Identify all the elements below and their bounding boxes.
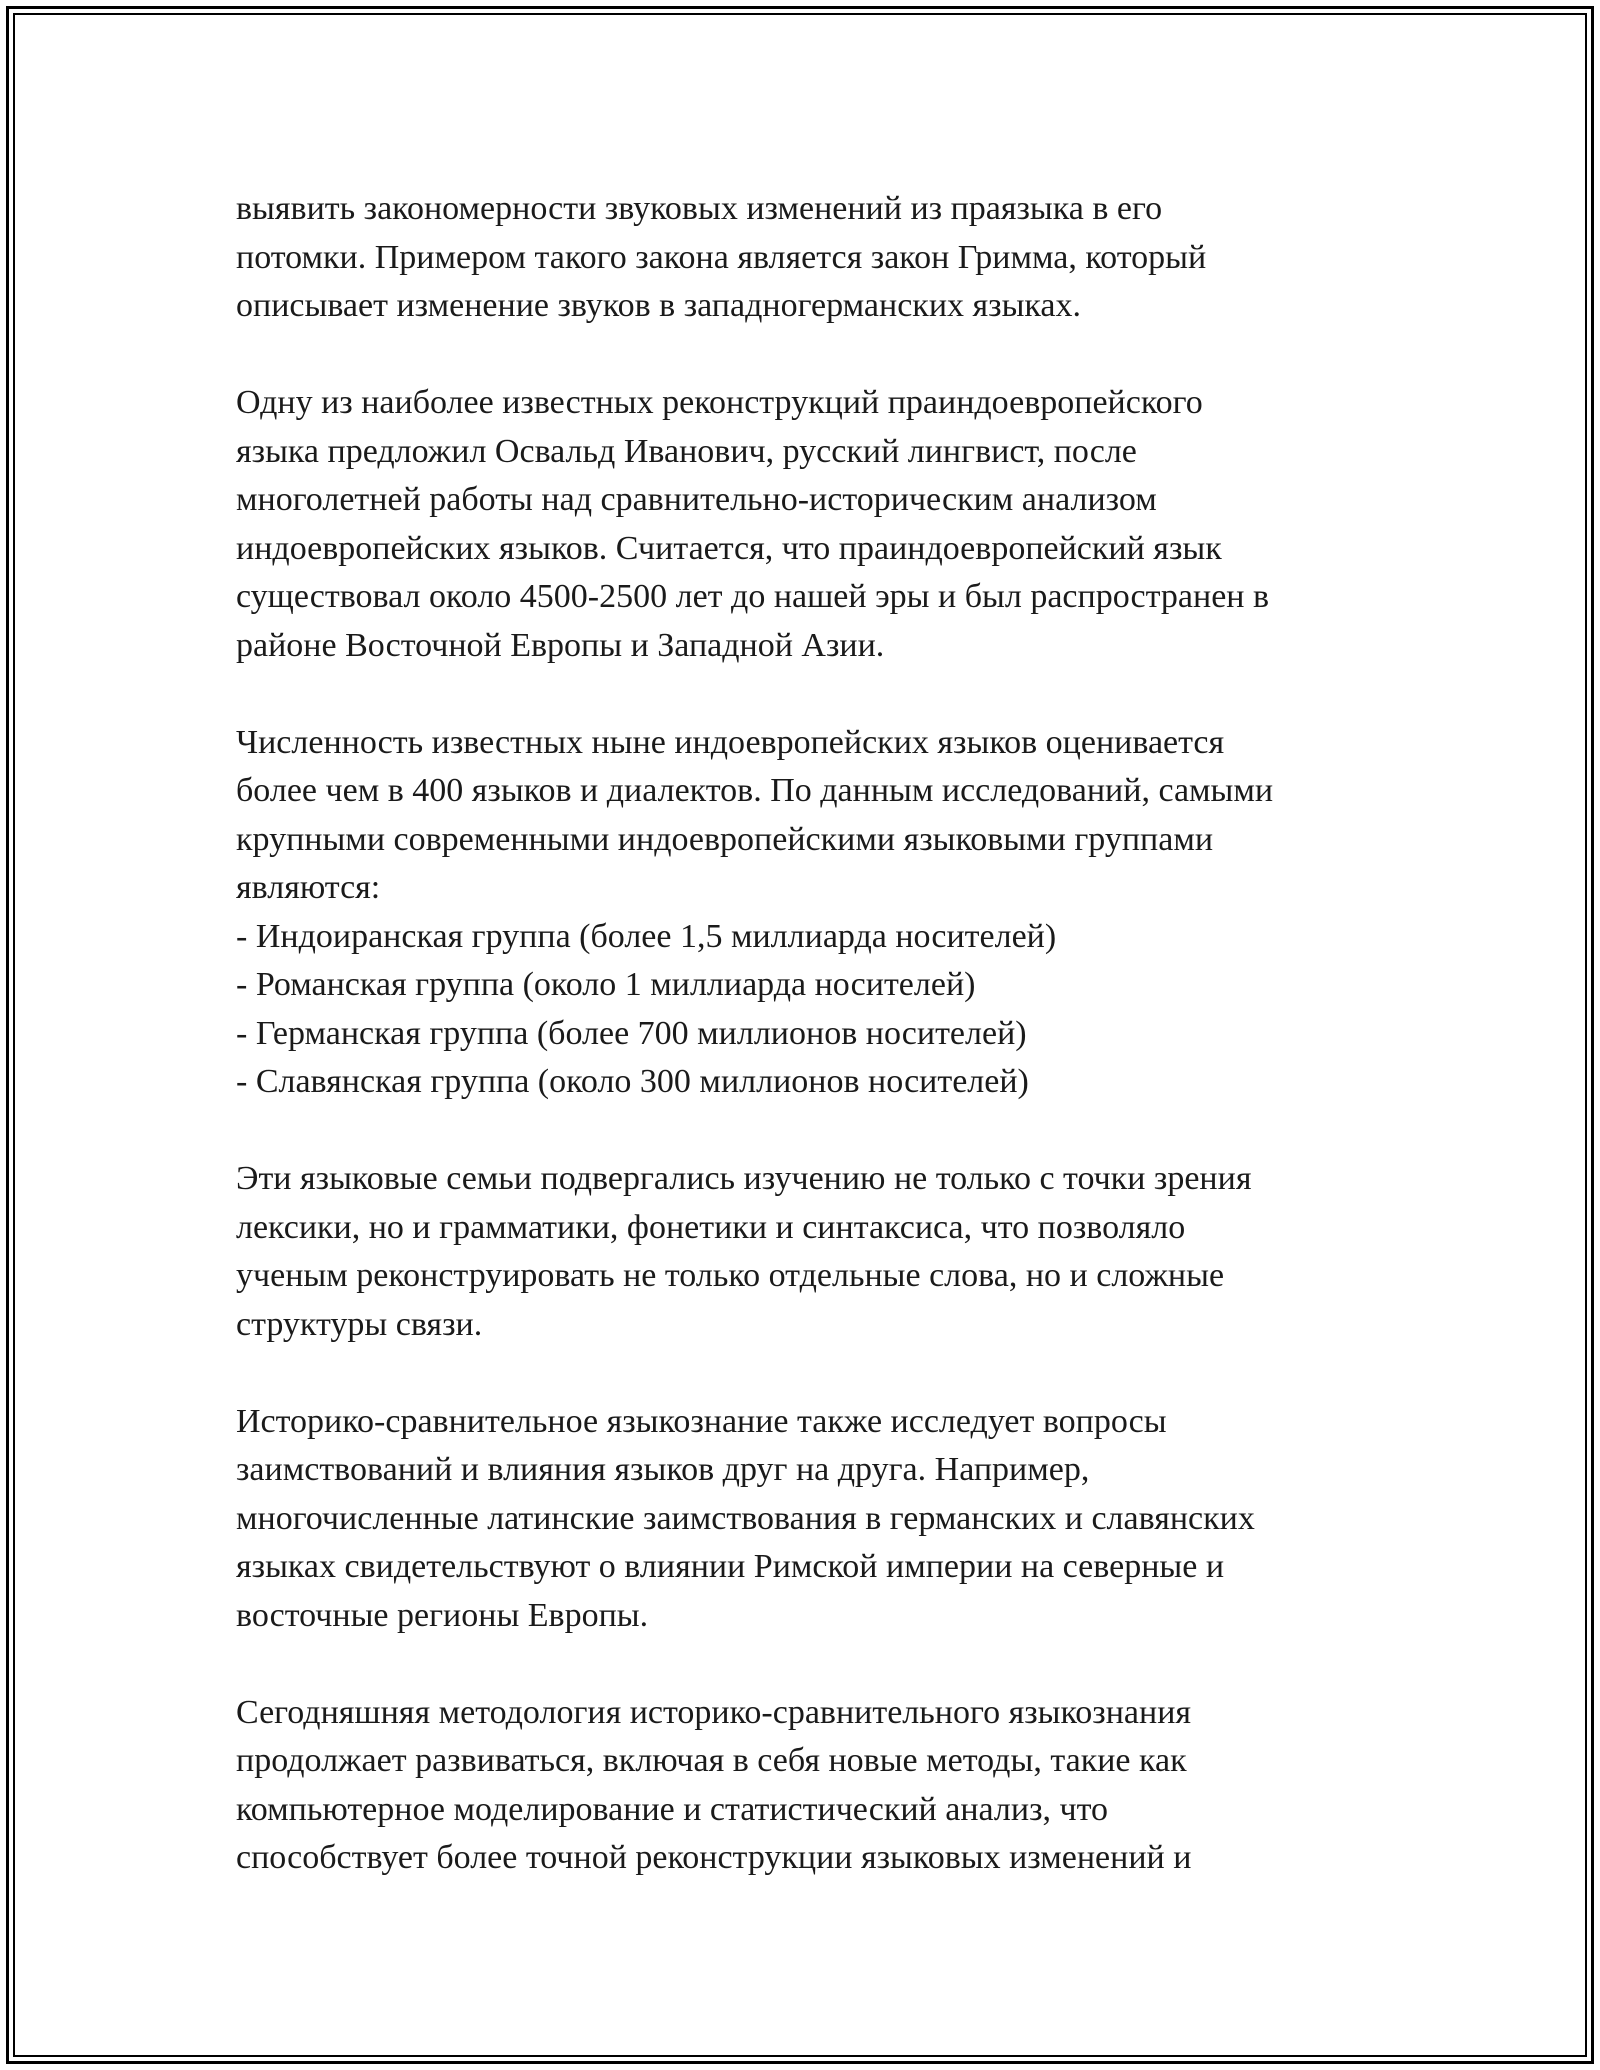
list-item: - Германская группа (более 700 миллионов носителей) bbox=[236, 1014, 1027, 1052]
paragraph-6 bbox=[236, 1689, 1416, 1883]
text-line: более чем в 400 языков и диалектов. По данным исследований, самыми bbox=[236, 772, 1274, 809]
text-line: заимствований и влияния языков друг на друга. Например, bbox=[236, 1451, 1090, 1488]
list-item: - Романская группа (около 1 миллиарда носителей) bbox=[236, 966, 976, 1003]
text-line: лексики, но и грамматики, фонетики и синтаксиса, что позволяло bbox=[236, 1208, 1186, 1246]
paragraph-gap bbox=[236, 1349, 1416, 1398]
paragraph-3 bbox=[236, 719, 1416, 1107]
paragraph-2 bbox=[236, 379, 1416, 670]
paragraph-gap bbox=[236, 331, 1416, 380]
paragraph-gap bbox=[236, 670, 1416, 719]
paragraph-gap bbox=[236, 1640, 1416, 1689]
text-line: компьютерное моделирование и статистический анализ, что bbox=[236, 1790, 1109, 1828]
text-line: Численность известных ныне индоевропейских языков оценивается bbox=[236, 723, 1225, 761]
text-line: многочисленные латинские заимствования в германских и славянских bbox=[236, 1499, 1255, 1537]
text-line: Сегодняшняя методология историко-сравнительного языкознания bbox=[236, 1693, 1192, 1731]
text-line: языка предложил Освальд Иванович, русский лингвист, после bbox=[236, 432, 1137, 470]
text-line: крупными современными индоевропейскими языковыми группами bbox=[236, 820, 1214, 858]
text-line: восточные регионы Европы. bbox=[236, 1596, 649, 1634]
text-line: индоевропейских языков. Считается, что праиндоевропейский язык bbox=[236, 529, 1222, 567]
paragraph-5 bbox=[236, 1398, 1416, 1641]
paragraph-gap bbox=[236, 1107, 1416, 1156]
text-line: способствует более точной реконструкции языковых изменений и bbox=[236, 1839, 1192, 1876]
list-item: - Индоиранская группа (более 1,5 миллиарда носителей) bbox=[236, 917, 1057, 955]
text-line: описывает изменение звуков в западногерманских языках. bbox=[236, 287, 1082, 324]
document-body bbox=[236, 185, 1416, 1883]
text-line: Одну из наиболее известных реконструкций праиндоевропейского bbox=[236, 384, 1203, 421]
text-line: структуры связи. bbox=[236, 1305, 483, 1343]
text-line: продолжает развиваться, включая в себя новые методы, такие как bbox=[236, 1742, 1187, 1779]
text-line: Историко-сравнительное языкознание также исследует вопросы bbox=[236, 1402, 1167, 1440]
text-line: выявить закономерности звуковых изменений из праязыка в его bbox=[236, 190, 1163, 227]
text-line: языках свидетельствуют о влиянии Римской империи на северные и bbox=[236, 1548, 1225, 1585]
text-line: существовал около 4500-2500 лет до нашей эры и был распространен в bbox=[236, 578, 1270, 615]
text-line: районе Восточной Европы и Западной Азии. bbox=[236, 626, 885, 664]
text-line: ученым реконструировать не только отдельные слова, но и сложные bbox=[236, 1257, 1225, 1294]
text-line: многолетней работы над сравнительно-историческим анализом bbox=[236, 481, 1157, 518]
text-line: Эти языковые семьи подвергались изучению не только с точки зрения bbox=[236, 1160, 1252, 1197]
text-line: являются: bbox=[236, 869, 381, 906]
text-line: потомки. Примером такого закона является закон Гримма, который bbox=[236, 238, 1207, 276]
paragraph-1 bbox=[236, 185, 1416, 331]
list-item: - Славянская группа (около 300 миллионов носителей) bbox=[236, 1063, 1029, 1100]
paragraph-4 bbox=[236, 1155, 1416, 1349]
